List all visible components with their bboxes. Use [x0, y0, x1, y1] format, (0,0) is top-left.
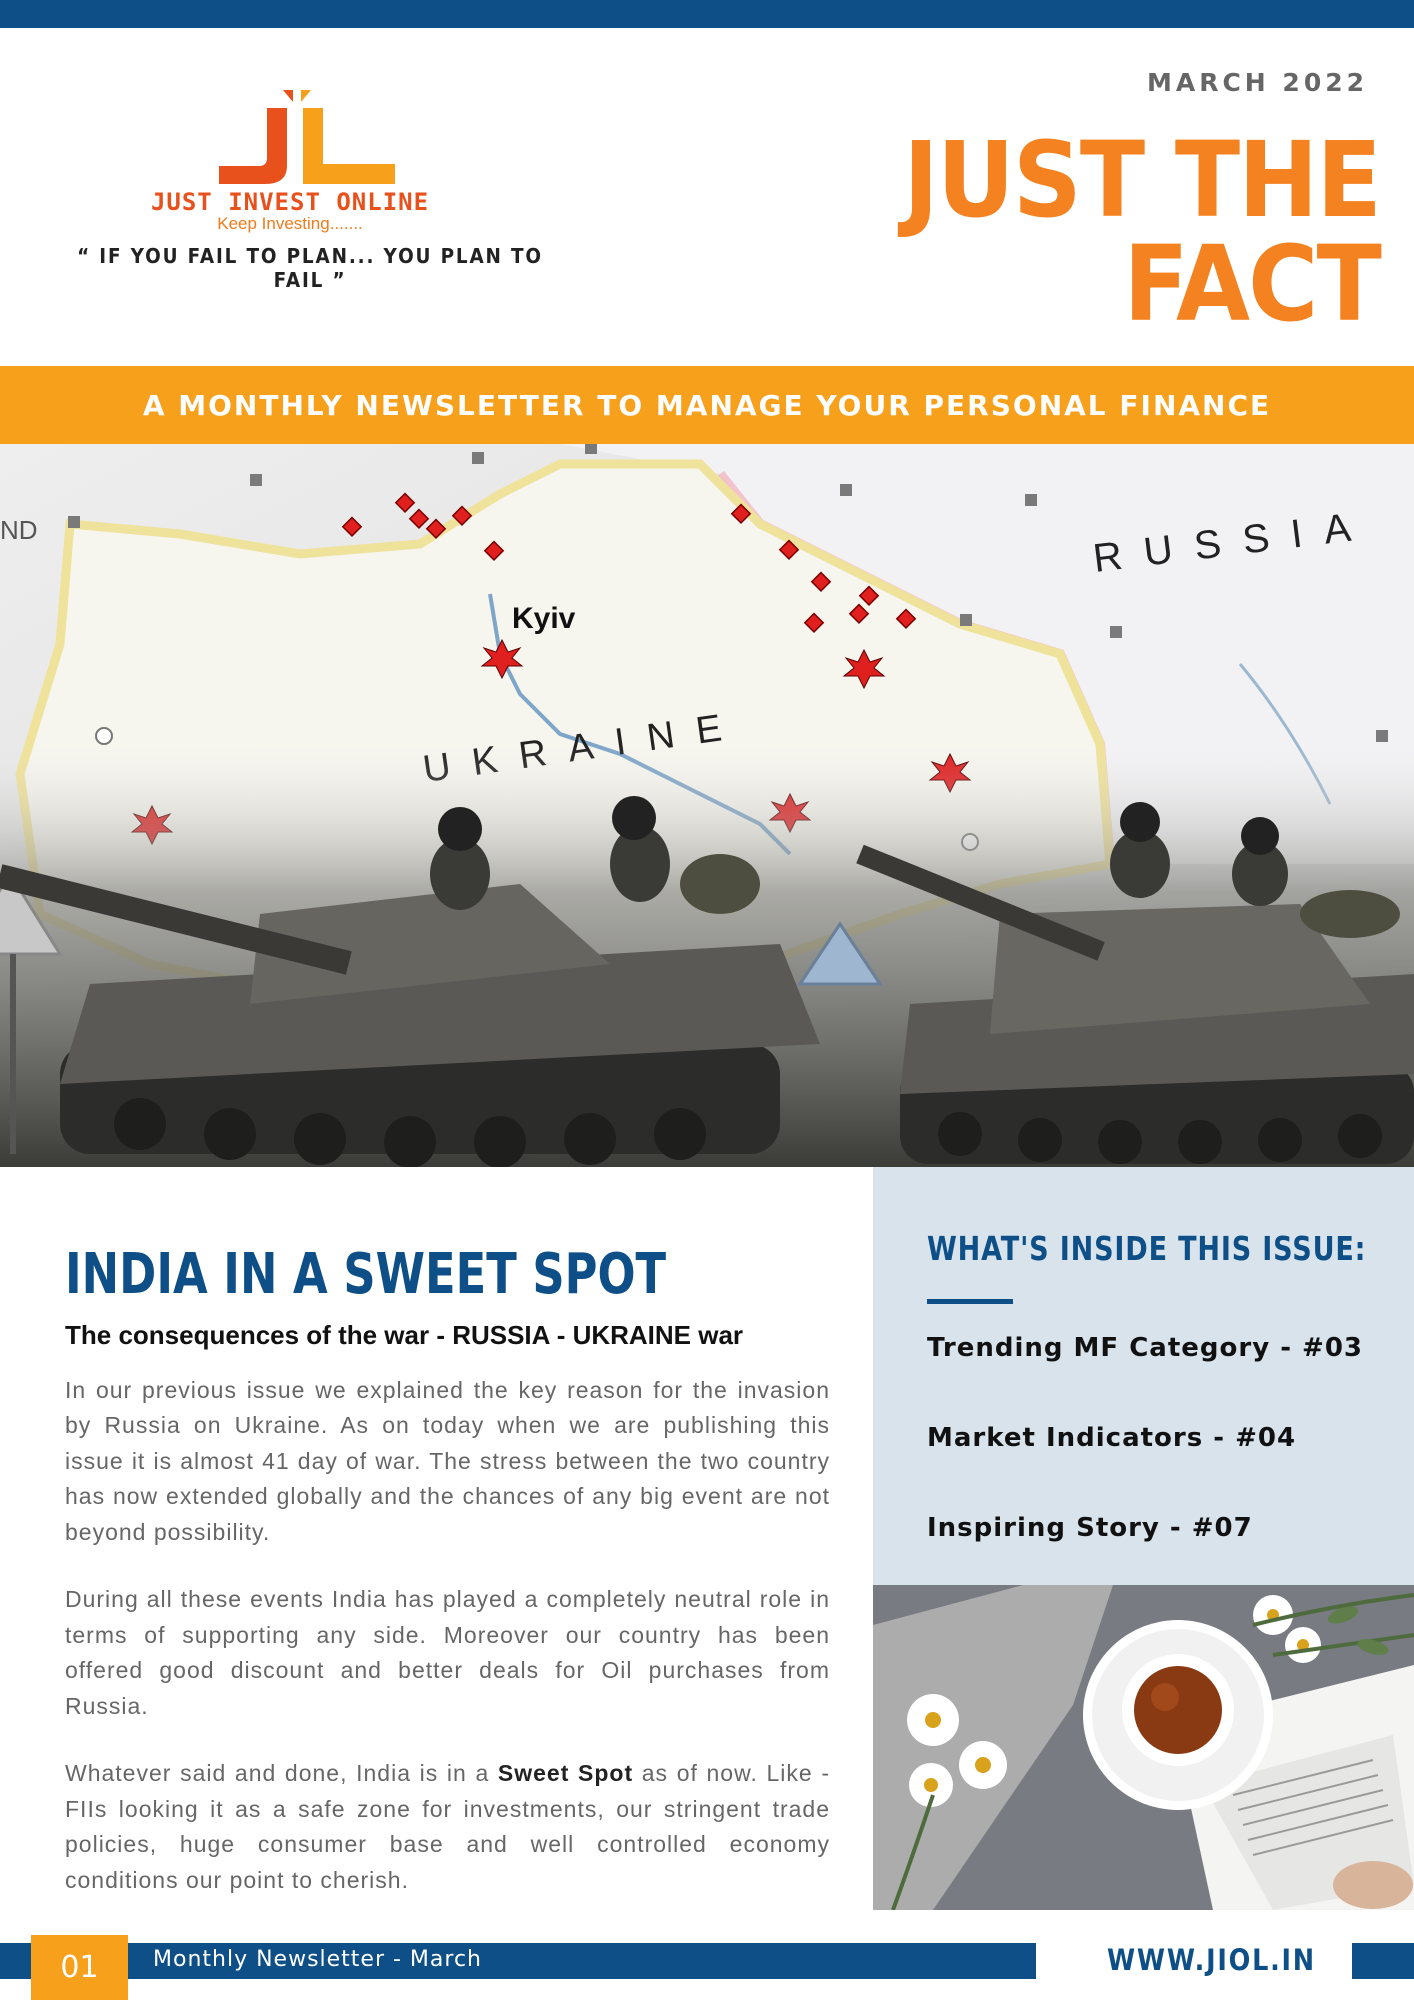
hero-image [0, 444, 1414, 1167]
banner-text: A MONTHLY NEWSLETTER TO MANAGE YOUR PERSONAL FINANCE [142, 388, 1272, 422]
footer-website-link[interactable]: WWW.JIOL.IN [1107, 1943, 1316, 1977]
page-number-badge: 01 [31, 1935, 128, 2000]
toc-item-trending-mf[interactable]: Trending MF Category - #03 [927, 1333, 1364, 1363]
logo-brand-name: JUST INVEST ONLINE [150, 188, 430, 216]
tea-flatlay-illustration [873, 1585, 1414, 1910]
newsletter-banner [0, 366, 1414, 444]
issue-date: MARCH 2022 [1146, 68, 1368, 97]
map-label-russia: RUSSIA [1090, 503, 1375, 581]
logo-tagline: “ IF YOU FAIL TO PLAN... YOU PLAN TO FAIL ” [77, 244, 543, 292]
article-body [65, 1373, 830, 1899]
article-paragraph-1: In our previous issue we explained the key reason for the invasion by Russia on Ukraine. As on today when we are publishing this issue it is almost 41 day of war. The stress between the two country has now extended globally and the chances of any big event are not beyond possibility. [65, 1376, 830, 1545]
article-title: INDIA IN A SWEET SPOT [65, 1242, 667, 1307]
toc-item-inspiring-story[interactable]: Inspiring Story - #07 [927, 1513, 1253, 1543]
article-emphasis-sweet-spot: Sweet Spot [497, 1760, 634, 1787]
logo-slogan: Keep Investing....... [217, 214, 363, 233]
article-subtitle: The consequences of the war - RUSSIA - UKRAINE war [65, 1319, 744, 1350]
footer-bar-end [1352, 1943, 1414, 1979]
toc-heading: WHAT'S INSIDE THIS ISSUE: [927, 1229, 1367, 1268]
toc-divider [927, 1299, 1013, 1304]
lead-article [65, 1244, 830, 1898]
article-paragraph-3-start: Whatever said and done, India is in a [65, 1760, 498, 1787]
article-paragraph-2: During all these events India has played a completely neutral role in terms of supporting any side. Moreover our country has been offered good discount and better deals for Oil purchases from Russia. [65, 1586, 830, 1719]
jl-logo-mark [205, 88, 415, 188]
table-of-contents [873, 1167, 1414, 1585]
tea-cup-photo [873, 1585, 1414, 1910]
logo [77, 88, 580, 292]
article-paragraph-3-end: as of now. Like - FIIs looking it as a safe zone for investments, our stringent trade policies, huge consumer base and well controlled economy conditions our point to cherish. [65, 1760, 830, 1893]
footer-label: Monthly Newsletter - March [153, 1947, 482, 1972]
top-bar [0, 0, 1414, 28]
article-paragraph-3 [65, 1756, 830, 1898]
masthead-title: JUST THE FACT [903, 119, 1380, 345]
toc-item-market-indicators[interactable]: Market Indicators - #04 [927, 1423, 1297, 1453]
map-label-kyiv: Kyiv [512, 602, 576, 635]
ukraine-map-tanks-illustration [0, 444, 1414, 1167]
map-label-cut-off: ND [0, 515, 38, 545]
